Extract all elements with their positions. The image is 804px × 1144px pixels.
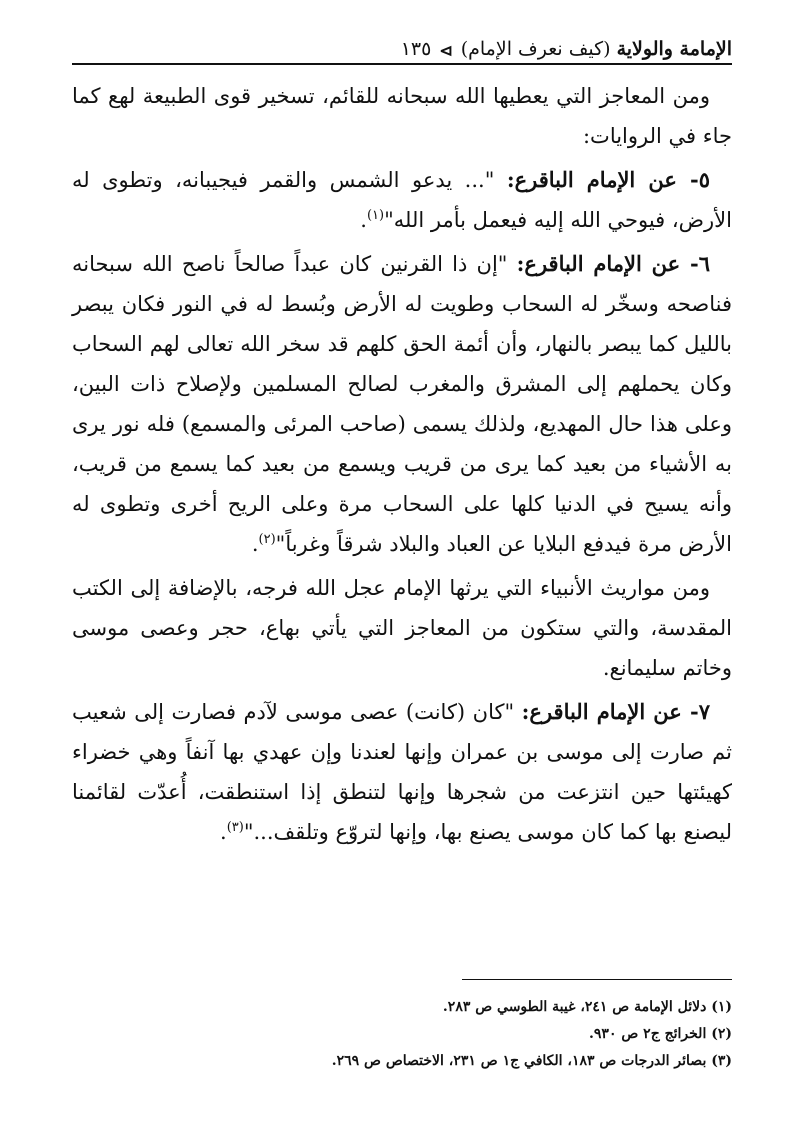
footnote-2: (٢) الخرائج ج٢ ص ٩٣٠. bbox=[589, 1026, 732, 1042]
footnote-3: (٣) بصائر الدرجات ص ١٨٣، الكافي ج١ ص ٢٣١، الاختصاص ص ٢٦٩. bbox=[331, 1053, 732, 1069]
hadith-label: ٧- عن الإمام الباقرع: bbox=[521, 699, 710, 724]
paragraph-hadith-5: ٥- عن الإمام الباقرع: "... يدعو الشمس والقمر فيجيبانه، وتطوى له الأرض، فيوحي الله إليه فيعمل بأمر الله"$^{(١)}$. bbox=[72, 167, 732, 232]
paragraph-hadith-7: ٧- عن الإمام الباقرع: "كان (كانت) عصى موسى لآدم فصارت إلى شعيب ثم صارت إلى موسى بن عمران وإنها لعندنا وإن عهدي بها آنفاً وهي خضراء كهيئتها حين انتزعت من شجرها وإنها لتنطق إذا استنطقت، أُعدّت لقائمنا ليصنع بها كما كان موسى يصنع بها، وإنها لتروّع وتلقف..."$^{(٣)}$. bbox=[72, 699, 732, 844]
header-divider bbox=[72, 63, 732, 65]
paragraph-text: ومن مواريث الأنبياء التي يرثها الإمام عجل الله فرجه، بالإضافة إلى الكتب المقدسة، والتي ستكون من المعاجز التي يأتي بهاع، حجر وعصى موسى وخاتم سليمانع. bbox=[72, 576, 732, 680]
paragraph-text: ومن المعاجز التي يعطيها الله سبحانه للقائم، تسخير قوى الطبيعة لهع كما جاء في الروايات: bbox=[72, 84, 732, 148]
footnote-ref[interactable]: (٢) bbox=[258, 532, 276, 547]
hadith-label: ٥- عن الإمام الباقرع: bbox=[506, 167, 710, 192]
running-header bbox=[72, 30, 732, 60]
body-text bbox=[72, 76, 732, 856]
paragraph-intro-miracles bbox=[72, 76, 732, 156]
hadith-text: "... يدعو الشمس والقمر فيجيبانه، وتطوى له الأرض، فيوحي الله إليه فيعمل بأمر الله" bbox=[72, 168, 732, 232]
footnotes bbox=[72, 994, 732, 1075]
footnote-1: (١) دلائل الإمامة ص ٢٤١، غيبة الطوسي ص ٢٨٣. bbox=[442, 999, 732, 1015]
hadith-text: "إن ذا القرنين كان عبداً صالحاً ناصح الله سبحانه فناصحه وسخّر له السحاب وطويت له الأرض وبُسط له في النور فكان يبصر بالليل كما يبصر بالنهار، وأن أئمة الحق كلهم قد سخر الله تعالى لهم السحاب وكان يحملهم إلى المشرق والمغرب لصالح المسلمين ولإصلاح ذات البين، وعلى هذا حال المهديع، ولذلك يسمى (صاحب المرئى والمسمع) فله نور يرى به الأشياء من بعيد كما يرى من قريب ويسمع من بعيد كما يسمع من قريب، وأنه يسيح في الدنيا كلها على السحاب مرة وعلى الريح أخرى وتطوى له الأرض مرة فيدفع البلايا عن العباد والبلاد شرقاً وغرباً" bbox=[72, 252, 732, 556]
footnote-ref[interactable]: (١) bbox=[366, 208, 385, 223]
header-title: الإمامة والولاية bbox=[616, 38, 732, 60]
paragraph-inheritance bbox=[72, 568, 732, 688]
hadith-text: "كان (كانت) عصى موسى لآدم فصارت إلى شعيب ثم صارت إلى موسى بن عمران وإنها لعندنا وإن عهدي بها آنفاً وهي خضراء كهيئتها حين انتزعت من شجرها وإنها لتنطق إذا استنطقت، أُعدّت لقائمنا ليصنع بها كما كان موسى يصنع بها، وإنها لتروّع وتلقف..." bbox=[72, 700, 732, 844]
paragraph-hadith-6: ٦- عن الإمام الباقرع: "إن ذا القرنين كان عبداً صالحاً ناصح الله سبحانه فناصحه وسخّر له السحاب وطويت له الأرض وبُسط له في النور فكان يبصر بالليل كما يبصر بالنهار، وأن أئمة الحق كلهم قد سخر الله تعالى لهم السحاب وكان يحملهم إلى المشرق والمغرب لصالح المسلمين ولإصلاح ذات البين، وعلى هذا حال المهديع، ولذلك يسمى (صاحب المرئى والمسمع) فله نور يرى به الأشياء من بعيد كما يرى من قريب ويسمع من بعيد كما يسمع من قريب، وأنه يسيح في الدنيا كلها على السحاب مرة وعلى الريح أخرى وتطوى له الأرض مرة فيدفع البلايا عن العباد والبلاد شرقاً وغرباً"$^{(٢)}$. bbox=[72, 251, 732, 556]
hadith-label: ٦- عن الإمام الباقرع: bbox=[516, 251, 710, 276]
header-ornament-icon: ⊳ bbox=[439, 41, 453, 60]
page-number: ١٣٥ bbox=[400, 38, 432, 60]
footnote-ref[interactable]: (٣) bbox=[226, 820, 244, 835]
header-subtitle: (كيف نعرف الإمام) bbox=[460, 38, 611, 60]
footnote-divider bbox=[462, 979, 732, 980]
